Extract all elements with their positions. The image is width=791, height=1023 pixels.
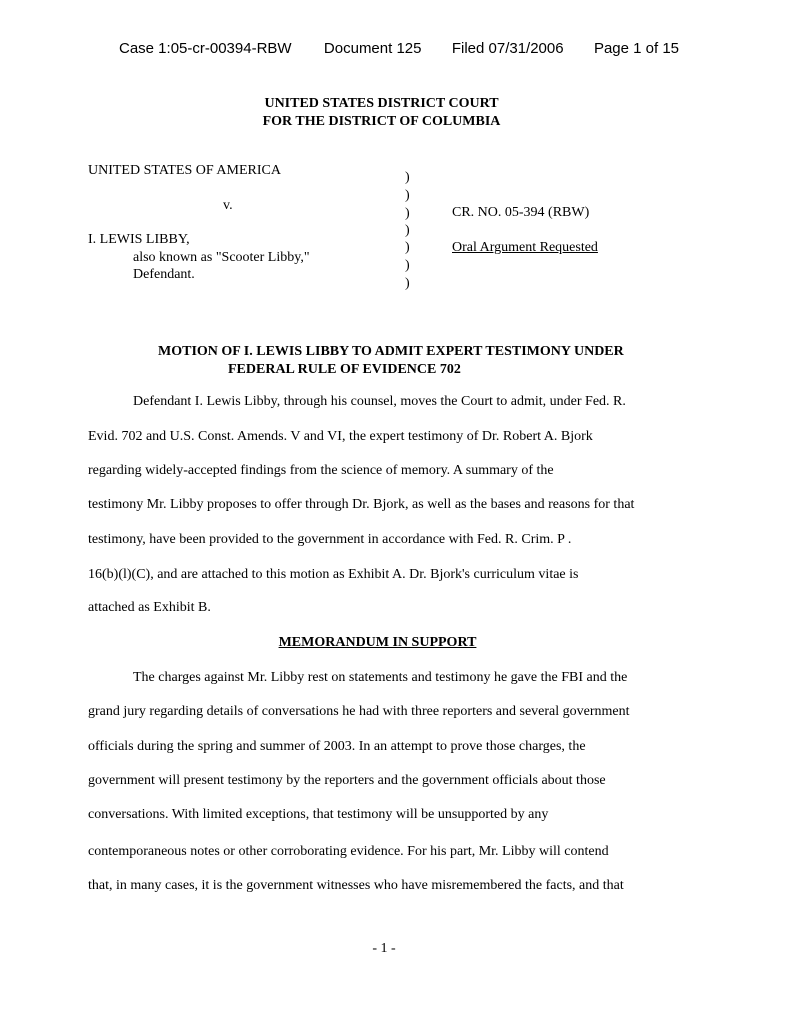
paragraph-line: conversations. With limited exceptions, that testimony will be unsupported by any xyxy=(88,807,549,822)
page-indicator: Page 1 of 15 xyxy=(593,40,680,57)
memorandum-heading: MEMORANDUM IN SUPPORT xyxy=(278,635,477,650)
criminal-case-number: CR. NO. 05-394 (RBW) xyxy=(452,205,590,220)
paragraph-line: government will present testimony by the reporters and the government officials about those xyxy=(88,773,606,788)
page-number: - 1 - xyxy=(372,941,396,956)
court-name-line2: FOR THE DISTRICT OF COLUMBIA xyxy=(262,114,501,129)
paragraph-line: contemporaneous notes or other corroborating evidence. For his part, Mr. Libby will contend xyxy=(88,844,609,859)
caption-paren: ) xyxy=(405,170,410,185)
paragraph-line: Defendant I. Lewis Libby, through his counsel, moves the Court to admit, under Fed. R. xyxy=(133,394,626,409)
paragraph-line: attached as Exhibit B. xyxy=(88,600,211,615)
paragraph-line: 16(b)(l)(C), and are attached to this motion as Exhibit A. Dr. Bjork's curriculum vitae is xyxy=(88,567,579,582)
paragraph-line: officials during the spring and summer of 2003. In an attempt to prove those charges, the xyxy=(88,739,586,754)
paragraph-line: regarding widely-accepted findings from the science of memory. A summary of the xyxy=(88,463,554,478)
caption-paren: ) xyxy=(405,223,410,238)
caption-paren: ) xyxy=(405,258,410,273)
paragraph-line: testimony Mr. Libby proposes to offer through Dr. Bjork, as well as the bases and reasons for that xyxy=(88,497,635,512)
filing-header xyxy=(119,40,679,57)
caption-paren: ) xyxy=(405,188,410,203)
versus-label: v. xyxy=(223,198,233,213)
oral-argument-requested: Oral Argument Requested xyxy=(452,240,598,255)
paragraph-line: Evid. 702 and U.S. Const. Amends. V and VI, the expert testimony of Dr. Robert A. Bjork xyxy=(88,429,593,444)
motion-title-line1: MOTION OF I. LEWIS LIBBY TO ADMIT EXPERT TESTIMONY UNDER xyxy=(158,344,624,359)
case-number: Case 1:05-cr-00394-RBW xyxy=(119,40,292,57)
court-name-line1: UNITED STATES DISTRICT COURT xyxy=(264,96,499,111)
motion-title-line2: FEDERAL RULE OF EVIDENCE 702 xyxy=(228,362,461,377)
caption-paren: ) xyxy=(405,206,410,221)
caption-paren: ) xyxy=(405,240,410,255)
caption-paren: ) xyxy=(405,276,410,291)
filed-date: Filed 07/31/2006 xyxy=(451,40,564,57)
paragraph-line: grand jury regarding details of conversations he had with three reporters and several government xyxy=(88,704,630,719)
plaintiff-name: UNITED STATES OF AMERICA xyxy=(88,163,281,178)
document-number: Document 125 xyxy=(323,40,422,57)
defendant-role: Defendant. xyxy=(133,267,195,282)
defendant-name: I. LEWIS LIBBY, xyxy=(88,232,190,247)
paragraph-line: testimony, have been provided to the government in accordance with Fed. R. Crim. P . xyxy=(88,532,572,547)
defendant-alias: also known as "Scooter Libby," xyxy=(133,250,310,265)
paragraph-line: The charges against Mr. Libby rest on statements and testimony he gave the FBI and the xyxy=(133,670,628,685)
paragraph-line: that, in many cases, it is the government witnesses who have misremembered the facts, and that xyxy=(88,878,624,893)
